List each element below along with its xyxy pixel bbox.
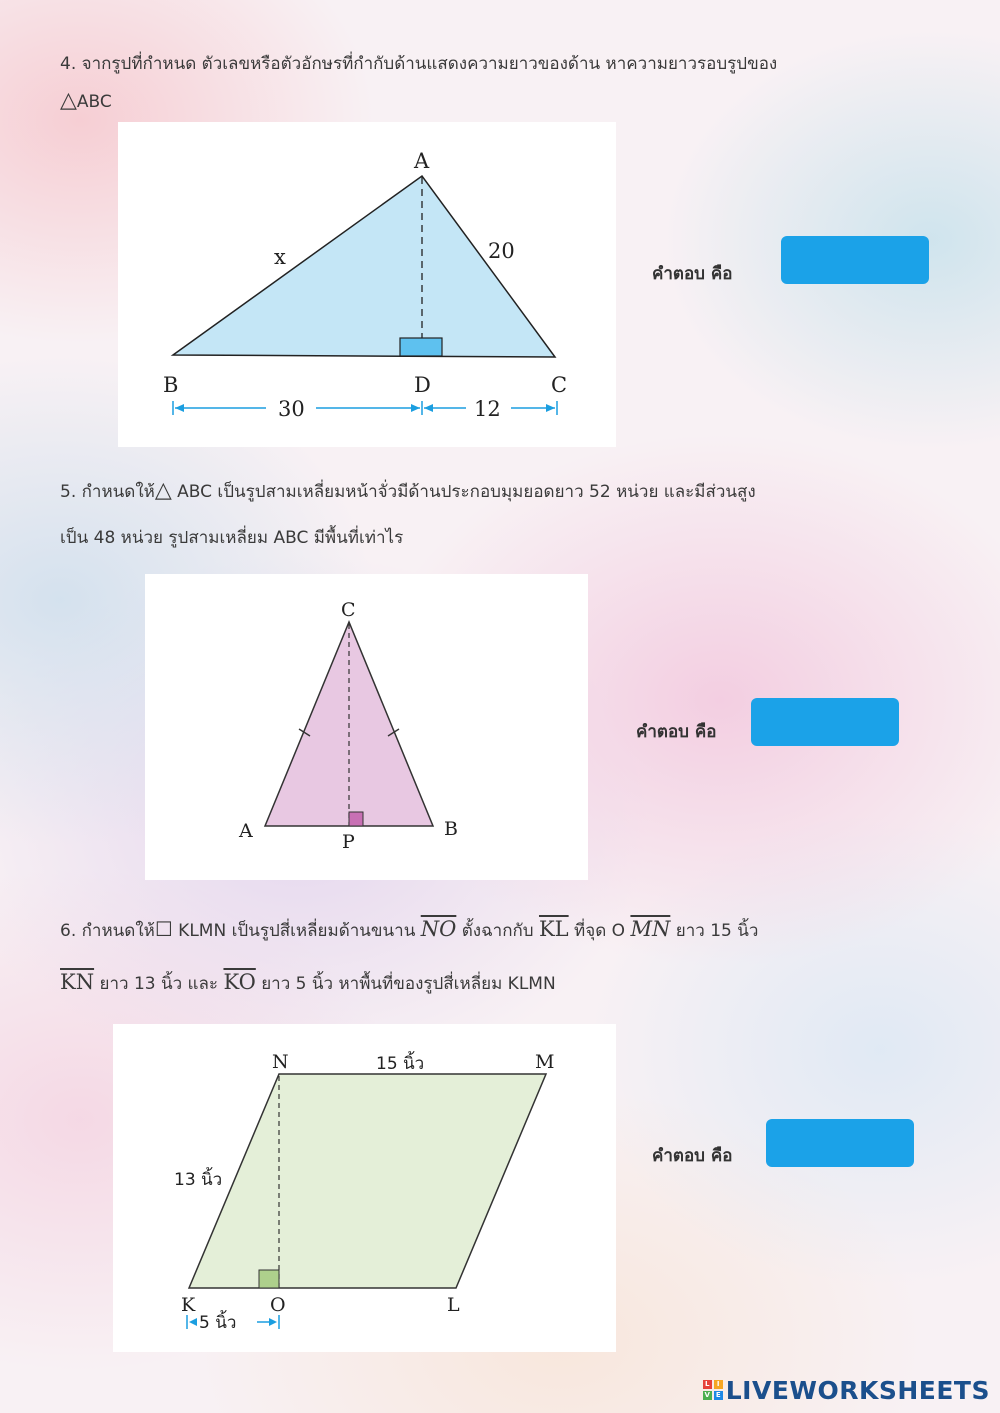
q4-right-angle-mark xyxy=(400,338,442,356)
q4-seg-bd-label: 30 xyxy=(278,397,305,421)
q5-text-body: ABC เป็นรูปสามเหลี่ยมหน้าจั่วมีด้านประกอบมุมยอดยาว 52 หน่วย และมีส่วนสูง xyxy=(171,482,756,502)
q6-side-kn-label: 13 นิ้ว xyxy=(174,1170,223,1190)
q6-right-angle-mark xyxy=(259,1270,279,1288)
q4-text-line1: 4. จากรูปที่กำหนด ตัวเลขหรือตัวอักษรที่กำกับด้านแสดงความยาวของด้าน หาความยาวรอบรูปของ xyxy=(60,54,778,74)
q5-triangle-diagram xyxy=(145,574,588,880)
q5-answer-label: คำตอบ คือ xyxy=(636,722,717,742)
q6-text-line1 xyxy=(60,917,758,943)
q4-vertex-b: B xyxy=(163,373,179,397)
triangle-icon: △ xyxy=(154,478,172,503)
q4-figure xyxy=(118,122,616,447)
liveworksheets-logo-icon xyxy=(703,1380,723,1400)
q5-figure xyxy=(145,574,588,880)
q6-vertex-m: M xyxy=(535,1051,555,1073)
q4-vertex-a: A xyxy=(414,149,430,173)
q6-text-line2 xyxy=(60,970,556,996)
q6-seg-kl: $\overline{KL}$ xyxy=(538,917,569,941)
q5-right-angle-mark xyxy=(349,812,363,826)
q6-seg-ko-label: 5 นิ้ว xyxy=(199,1313,237,1333)
q6-text2-mid: ยาว 13 นิ้ว และ xyxy=(94,974,224,994)
q6-text2-end: ยาว 5 นิ้ว หาพื้นที่ของรูปสี่เหลี่ยม KLMN xyxy=(255,974,556,994)
q5-vertex-c: C xyxy=(341,599,356,621)
q6-answer-label: คำตอบ คือ xyxy=(652,1146,733,1166)
q6-seg-ko: $\overline{KO}$ xyxy=(223,970,256,994)
logo-letter-i: I xyxy=(714,1380,723,1389)
square-icon: ☐ xyxy=(154,917,173,941)
q4-answer-input[interactable] xyxy=(781,236,929,284)
q4-seg-dc-label: 12 xyxy=(474,397,501,421)
q4-arrow-d-left xyxy=(411,404,420,412)
logo-letter-e: E xyxy=(714,1391,723,1400)
q6-seg-kn: $\overline{KN}$ xyxy=(60,970,95,994)
q6-vertex-n: N xyxy=(272,1051,289,1073)
q6-parallelogram-diagram xyxy=(113,1024,616,1352)
q6-text-mid: KLMN เป็นรูปสี่เหลี่ยมด้านขนาน xyxy=(172,921,421,941)
q6-side-nm-label: 15 นิ้ว xyxy=(376,1054,425,1074)
liveworksheets-branding xyxy=(703,1373,990,1407)
q4-arrow-b xyxy=(175,404,184,412)
q6-vertex-k: K xyxy=(181,1294,196,1316)
q6-foot-o: O xyxy=(270,1294,286,1316)
q4-arrow-d-right xyxy=(424,404,433,412)
q6-text-end: ยาว 15 นิ้ว xyxy=(670,921,759,941)
q6-arrow-k xyxy=(189,1318,197,1326)
q6-parallelogram-shape xyxy=(189,1074,546,1288)
triangle-icon: △ xyxy=(60,88,77,113)
q6-figure xyxy=(113,1024,616,1352)
q5-answer-input[interactable] xyxy=(751,698,899,746)
q6-text-prefix: 6. กำหนดให้ xyxy=(60,921,155,941)
q6-text-mid2: ตั้งฉากกับ xyxy=(456,921,539,941)
q4-triangle-shape xyxy=(173,176,555,357)
q5-text-prefix: 5. กำหนดให้ xyxy=(60,482,155,502)
q5-text-line1 xyxy=(60,479,756,504)
q6-vertex-l: L xyxy=(447,1294,460,1316)
q4-side-ac-label: 20 xyxy=(488,239,515,263)
logo-letter-v: V xyxy=(704,1391,710,1399)
q4-triangle-diagram xyxy=(118,122,616,447)
q5-vertex-b: B xyxy=(444,818,458,840)
q5-foot-p: P xyxy=(342,831,355,853)
q5-text-line2: เป็น 48 หน่วย รูปสามเหลี่ยม ABC มีพื้นที่เท่าไร xyxy=(60,528,404,548)
q4-answer-label: คำตอบ คือ xyxy=(652,264,733,284)
liveworksheets-wordmark: LIVEWORKSHEETS xyxy=(725,1375,990,1405)
q6-seg-no: $\overline{NO}$ xyxy=(420,917,457,941)
q4-text-line2 xyxy=(60,89,112,114)
q4-side-ab-label: x xyxy=(274,245,286,269)
q4-foot-d: D xyxy=(414,373,431,397)
q6-seg-mn: $\overline{MN}$ xyxy=(630,917,671,941)
q4-vertex-c: C xyxy=(551,373,568,397)
q6-text-mid3: ที่จุด O xyxy=(568,921,631,941)
q6-answer-input[interactable] xyxy=(766,1119,914,1167)
q4-arrow-c xyxy=(546,404,555,412)
logo-letter-l: L xyxy=(703,1380,712,1389)
q4-triangle-name: ABC xyxy=(76,92,112,112)
q5-vertex-a: A xyxy=(239,820,253,842)
